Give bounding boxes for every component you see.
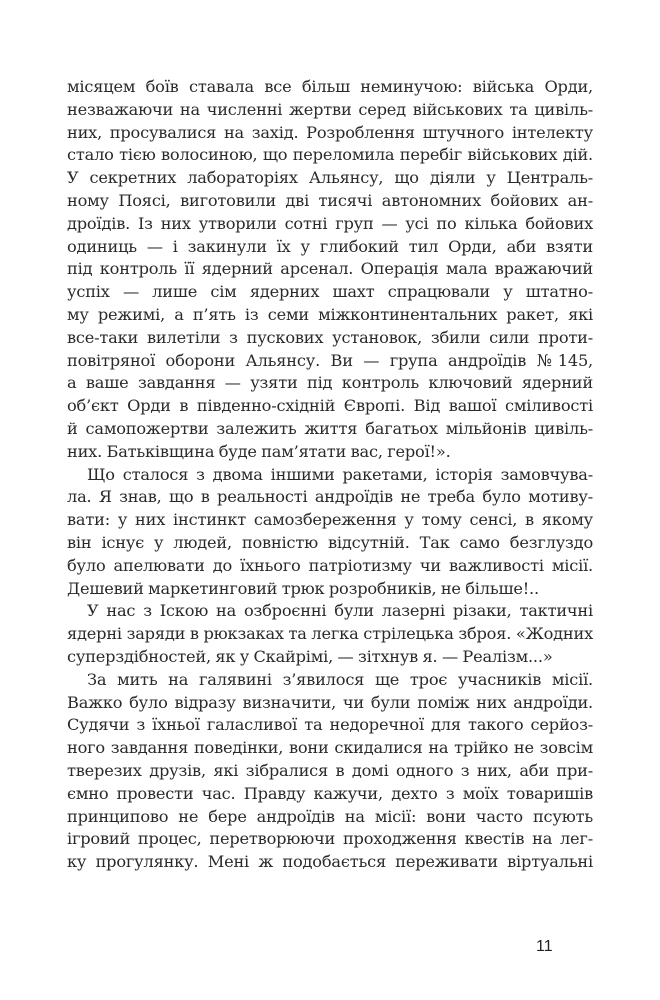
text-line: Судячи з їхньої галасливої та недоречної для такого серйоз- bbox=[67, 715, 593, 735]
text-line: місяцем боїв ставала все більш неминучою: війська Орди, bbox=[67, 77, 593, 96]
text-line: тверезих друзів, які зібралися в домі одного з них, аби при- bbox=[67, 760, 593, 780]
body-text bbox=[67, 76, 593, 874]
text-line: них, просувалися на захід. Розроблення штучного інтелекту bbox=[67, 122, 593, 142]
text-line: було апелювати до їхнього патріотизму чи важливості місії. bbox=[67, 555, 593, 575]
text-line: му режимі, а п’ять із семи міжконтинентальних ракет, які bbox=[67, 304, 593, 324]
text-line: а ваше завдання — узяти під контроль ключовий ядерний bbox=[67, 373, 593, 393]
text-line: він існує у людей, повністю відсутній. Так само безглуздо bbox=[67, 532, 593, 552]
paragraph bbox=[67, 669, 593, 874]
text-line: ігровий процес, перетворюючи проходження квестів на лег- bbox=[67, 829, 593, 849]
text-line: ку прогулянку. Мені ж подобається переживати віртуальні bbox=[67, 852, 593, 872]
text-line: У секретних лабораторіях Альянсу, що діяли у Централь- bbox=[67, 168, 593, 188]
text-line: дроїдів. Із них утворили сотні груп — усі по кілька бойових bbox=[67, 213, 593, 233]
text-line: принципово не бере андроїдів на місії: вони часто псують bbox=[67, 806, 593, 826]
text-line: ного завдання поведінки, вони скидалися на трійко не зовсім bbox=[67, 738, 593, 758]
text-line: об’єкт Орди в південно-східній Європі. Від вашої сміливості bbox=[67, 396, 593, 416]
text-line: одиниць — і закинули їх у глибокий тил Орди, аби взяти bbox=[67, 236, 593, 256]
text-line: За мить на галявині з’явилося ще троє учасників місії. bbox=[87, 669, 593, 689]
paragraph bbox=[67, 600, 593, 668]
text-line: Що сталося з двома іншими ракетами, історія замовчува- bbox=[87, 464, 593, 484]
text-line: суперздібностей, як у Скайрімі, — зітхнув я. — Реалізм...» bbox=[67, 646, 553, 666]
page-number: 11 bbox=[536, 938, 553, 955]
text-line: Дешевий маркетинговий трюк розробників, не більше!.. bbox=[67, 578, 539, 598]
text-line: незважаючи на численні жертви серед військових та цивіль- bbox=[67, 99, 593, 119]
text-line: під контроль її ядерний арсенал. Операція мала вражаючий bbox=[67, 259, 593, 279]
paragraph bbox=[67, 76, 593, 464]
paragraph bbox=[67, 464, 593, 601]
text-line: Важко було відразу визначити, чи були поміж них андроїди. bbox=[67, 692, 593, 712]
text-line: повітряної оборони Альянсу. Ви — група андроїдів №145, bbox=[67, 350, 593, 370]
text-line: ла. Я знав, що в реальності андроїдів не треба було мотиву- bbox=[67, 487, 593, 507]
text-line: У нас з Іскою на озброєнні були лазерні різаки, тактичні bbox=[87, 601, 593, 621]
text-line: все-таки вилетіли з пускових установок, збили сили проти- bbox=[67, 327, 593, 347]
text-line: них. Батьківщина буде пам’ятати вас, герої!». bbox=[67, 441, 451, 461]
text-line: вати: у них інстинкт самозбереження у тому сенсі, в якому bbox=[67, 510, 593, 530]
text-line: ядерні заряди в рюкзаках та легка стрілецька зброя. «Жодних bbox=[67, 624, 593, 644]
text-line: ному Поясі, виготовили дві тисячі автономних бойових ан- bbox=[67, 190, 593, 210]
text-line: успіх — лише сім ядерних шахт спрацювали у штатно- bbox=[67, 282, 593, 302]
text-line: стало тією волосиною, що переломила перебіг військових дій. bbox=[67, 145, 593, 165]
text-line: й самопожертви залежить життя багатьох мільйонів цивіль- bbox=[67, 418, 593, 438]
text-line: ємно провести час. Правду кажучи, дехто з моїх товаришів bbox=[67, 783, 593, 803]
